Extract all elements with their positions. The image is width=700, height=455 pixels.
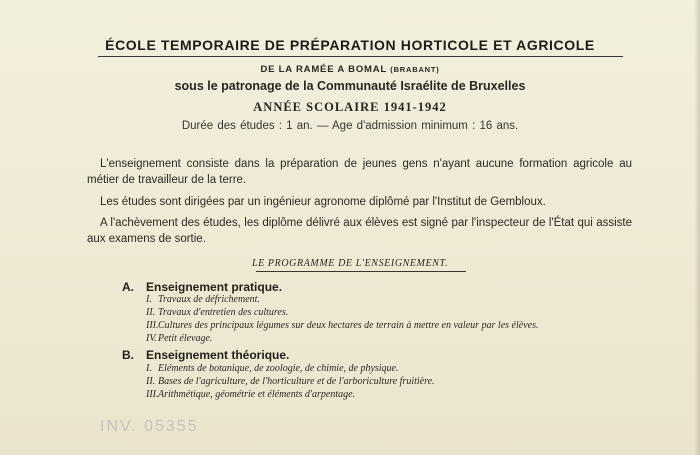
section-letter: B. bbox=[122, 348, 134, 362]
section-title: Enseignement pratique. bbox=[146, 280, 283, 294]
programme-title: LE PROGRAMME DE L'ENSEIGNEMENT. bbox=[251, 258, 449, 269]
item-text: Travaux d'entretien des cultures. bbox=[158, 307, 289, 318]
item-text: Arithmétique, géométrie et éléments d'arpentage. bbox=[158, 389, 356, 400]
list-item bbox=[146, 294, 260, 305]
item-number: III. bbox=[146, 320, 159, 331]
paragraph-diploma: A l'achèvement des études, les diplôme délivré aux élèves est signé par l'inspecteur de l'État qui assiste aux examens de sortie. bbox=[87, 217, 632, 245]
item-number: IV. bbox=[146, 333, 157, 344]
programme-title-underline bbox=[256, 271, 466, 272]
item-number: I. bbox=[146, 363, 152, 374]
location-main: DE LA RAMÉE A BOMAL bbox=[260, 64, 387, 75]
location-region: (BRABANT) bbox=[390, 65, 440, 74]
school-location bbox=[0, 64, 700, 75]
document-title: ÉCOLE TEMPORAIRE DE PRÉPARATION HORTICOLE ET AGRICOLE bbox=[105, 37, 595, 53]
title-underline bbox=[98, 56, 623, 57]
inventory-stamp: INV. 05355 bbox=[100, 418, 199, 435]
item-number: II. bbox=[146, 307, 156, 318]
item-text: Travaux de défrichement. bbox=[158, 294, 260, 305]
school-year: ANNÉE SCOLAIRE 1941-1942 bbox=[253, 100, 447, 114]
paragraph-direction: Les études sont dirigées par un ingénieur agronome diplômé par l'Institut de Gembloux. bbox=[100, 196, 546, 208]
item-number: I. bbox=[146, 294, 152, 305]
list-item bbox=[146, 363, 399, 374]
list-item bbox=[146, 333, 212, 344]
item-text: Bases de l'agriculture, de l'horticulture et de l'arboriculture fruitière. bbox=[158, 376, 435, 387]
patronage-line: sous le patronage de la Communauté Israélite de Bruxelles bbox=[174, 79, 526, 93]
item-number: III. bbox=[146, 389, 159, 400]
item-text: Petit élevage. bbox=[158, 333, 213, 344]
item-number: II. bbox=[146, 376, 156, 387]
list-item bbox=[146, 376, 435, 387]
item-text: Eléments de botanique, de zoologie, de chimie, de physique. bbox=[158, 363, 399, 374]
list-item bbox=[146, 307, 288, 318]
section-letter: A. bbox=[122, 280, 134, 294]
list-item bbox=[146, 389, 355, 400]
duration-line: Durée des études : 1 an. — Age d'admission minimum : 16 ans. bbox=[181, 120, 519, 132]
section-heading-pratique bbox=[122, 280, 282, 294]
item-text: Cultures des principaux légumes sur deux hectares de terrain à mettre en valeur par les élèves. bbox=[158, 320, 539, 331]
section-heading-theorique bbox=[122, 348, 289, 362]
paragraph-intro: L'enseignement consiste dans la préparation de jeunes gens n'ayant aucune formation agricole au métier de travailleur de la terre. bbox=[87, 158, 632, 186]
list-item bbox=[146, 320, 538, 331]
section-title: Enseignement théorique. bbox=[146, 348, 290, 362]
